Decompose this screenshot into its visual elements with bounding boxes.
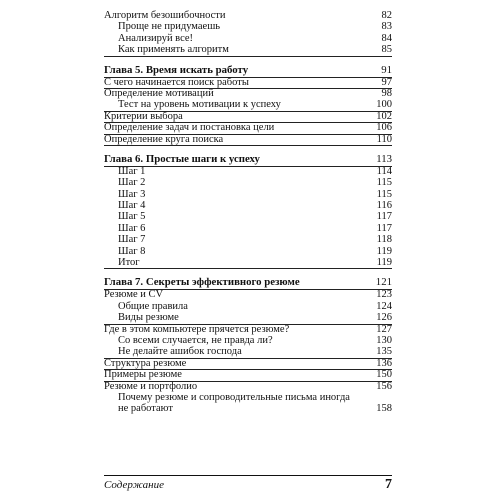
toc-entry-page: 113: [376, 152, 392, 165]
toc-entry-page: 118: [376, 234, 392, 246]
toc-entry-title: Шаг 1: [118, 165, 146, 177]
toc-entry-title: Критерии выбора: [104, 110, 183, 122]
toc-entry: [104, 301, 400, 312]
toc-entry: [104, 234, 400, 245]
toc-entry-page: 98: [381, 87, 392, 99]
toc-entry-title: Определение круга поиска: [104, 133, 224, 145]
toc-entry-page: 158: [376, 403, 392, 415]
toc-entry-title: Определение задач и постановка цели: [104, 122, 275, 134]
toc-entry-page: 117: [376, 222, 392, 234]
toc-entry: [104, 381, 400, 392]
toc-entry-title: Определение мотиваций: [104, 87, 214, 99]
toc-entry-page: 82: [381, 10, 392, 21]
toc-entry-title: Не делайте ашибок господа: [118, 346, 242, 358]
toc-entry: [104, 211, 400, 222]
toc-entry-page: 119: [376, 245, 392, 257]
toc-entry-page: 136: [376, 357, 392, 369]
toc-entry-title: Резюме и портфолио: [104, 380, 198, 392]
toc-rule: [104, 56, 392, 57]
toc-entry-title: Глава 5. Время искать работу: [104, 63, 249, 76]
toc-entry: [104, 88, 400, 99]
toc-entry-title: Шаг 5: [118, 211, 146, 223]
toc-entry-page: 97: [381, 76, 392, 88]
toc-entry-page: 102: [376, 110, 392, 122]
toc-entry: [104, 369, 400, 380]
toc-entry-page: 117: [376, 211, 392, 223]
toc-entry-title: С чего начинается поиск работы: [104, 76, 249, 88]
toc-entry: [104, 246, 400, 257]
toc-entry-title: Анализируй все!: [118, 32, 194, 44]
toc-entry: [104, 99, 400, 110]
toc-entry-title: Со всеми случается, не правда ли?: [118, 334, 273, 346]
toc-entry-title: Резюме и CV: [104, 289, 164, 301]
toc-entry: [104, 10, 400, 21]
toc-entry: [104, 44, 400, 55]
toc-entry-title: Итог: [118, 257, 140, 269]
toc-entry-page: 85: [381, 44, 392, 56]
page-footer: [104, 478, 400, 494]
toc-entry-page: 135: [376, 346, 392, 358]
toc-entry: [104, 21, 400, 32]
toc-entry-page: 91: [381, 63, 392, 76]
footer-rule: [104, 475, 392, 476]
toc-entry: [104, 177, 400, 188]
toc-entry: [104, 189, 400, 200]
toc-entry-title: Почему резюме и сопроводительные письма иногда не работают: [118, 391, 350, 415]
table-of-contents: [104, 10, 400, 415]
toc-entry: [104, 358, 400, 369]
toc-entry: [104, 223, 400, 234]
toc-chapter-heading: [104, 276, 400, 289]
toc-entry-title: Шаг 6: [118, 222, 146, 234]
toc-entry: [104, 166, 400, 177]
toc-entry-page: 100: [376, 99, 392, 111]
footer-section-label: Содержание: [104, 479, 165, 491]
toc-entry-page: 115: [376, 177, 392, 189]
toc-entry-page: 116: [376, 200, 392, 212]
toc-entry-title: Где в этом компьютере прячется резюме?: [104, 323, 290, 335]
toc-entry: [104, 346, 400, 357]
toc-entry-page: 119: [376, 257, 392, 269]
footer-page-number: 7: [385, 477, 392, 492]
toc-entry-page: 110: [376, 133, 392, 145]
toc-entry: [104, 111, 400, 122]
toc-entry: [104, 33, 400, 44]
toc-entry-title: Как применять алгоритм: [118, 44, 229, 56]
toc-entry-title: Глава 7. Секреты эффективного резюме: [104, 276, 300, 289]
toc-entry-title: Общие правила: [118, 300, 188, 312]
toc-entry: [104, 122, 400, 133]
toc-entry-title: Тест на уровень мотивации к успеху: [118, 99, 281, 111]
toc-entry: [104, 335, 400, 346]
toc-entry-title: Алгоритм безошибочности: [104, 10, 226, 21]
toc-entry-page: 84: [381, 32, 392, 44]
toc-entry-page: 124: [376, 300, 392, 312]
toc-rule: [104, 145, 392, 146]
toc-entry-title: Шаг 3: [118, 188, 146, 200]
toc-entry: [104, 324, 400, 335]
toc-entry-title: Шаг 8: [118, 245, 146, 257]
toc-entry: [104, 134, 400, 145]
toc-entry-page: 156: [376, 380, 392, 392]
toc-entry: [104, 312, 400, 323]
toc-entry-title: Шаг 2: [118, 177, 146, 189]
toc-entry-page: 126: [376, 312, 392, 324]
toc-entry-page: 114: [376, 165, 392, 177]
toc-entry-page: 83: [381, 21, 392, 33]
toc-entry: [104, 77, 400, 88]
toc-entry: [104, 200, 400, 211]
toc-entry-title: Глава 6. Простые шаги к успеху: [104, 152, 260, 165]
toc-chapter-heading: [104, 64, 400, 77]
toc-entry-page: 127: [376, 323, 392, 335]
toc-entry-page: 115: [376, 188, 392, 200]
toc-rule: [104, 268, 392, 269]
toc-entry-title: Структура резюме: [104, 357, 187, 369]
toc-entry-page: 106: [376, 122, 392, 134]
toc-entry-title: Примеры резюме: [104, 369, 182, 381]
toc-entry: [104, 257, 400, 268]
toc-entry-page: 121: [375, 276, 392, 289]
toc-entry: [104, 392, 400, 415]
toc-entry-page: 123: [376, 289, 392, 301]
toc-chapter-heading: [104, 153, 400, 166]
toc-entry-title: Шаг 4: [118, 200, 146, 212]
toc-entry-page: 150: [376, 369, 392, 381]
toc-entry-title: Виды резюме: [118, 312, 179, 324]
toc-entry: [104, 289, 400, 300]
toc-entry-title: Шаг 7: [118, 234, 146, 246]
toc-entry-page: 130: [376, 334, 392, 346]
toc-entry-title: Проще не придумаешь: [118, 21, 221, 33]
